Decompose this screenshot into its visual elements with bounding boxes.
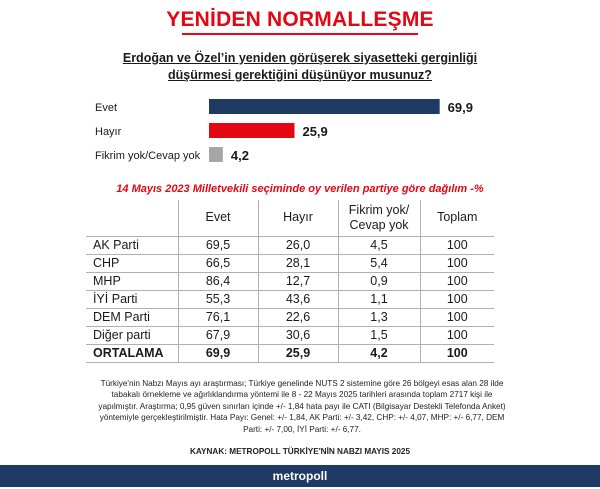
cell-evet: 67,9: [178, 326, 258, 344]
page-title: YENİDEN NORMALLEŞME: [166, 8, 434, 31]
row-party: MHP: [86, 272, 178, 290]
cell-evet: 66,5: [178, 254, 258, 272]
cell-fikrim-yok: 1,3: [338, 308, 420, 326]
cell-fikrim-yok: 0,9: [338, 272, 420, 290]
cell-toplam: 100: [420, 236, 494, 254]
table-row: [86, 272, 494, 290]
cell-hayir: 25,9: [258, 344, 338, 362]
cell-hayir: 28,1: [258, 254, 338, 272]
cell-evet: 69,5: [178, 236, 258, 254]
party-breakdown-table: [86, 200, 494, 363]
table-row-average: [86, 344, 494, 362]
methodology-note: Türkiye'nin Nabzı Mayıs ayı araştırması; Türkiye genelinde NUTS 2 sistemine göre 26 bölgeyi esas alan 28 ilde tabakalı örnekleme ve ağırlıklandırma yöntemi ile 8 - 22 Mayıs 2025 tarihleri arasında toplam 2717 kişi ile yapılmıştır. Araştırma; 0,95 güven sınırları içinde +/- 1,84 hata payı ile CATI (Bilgisayar Destekli Telefonda Anket) yöntemiyle gerçekleştirilmiştir. Hata Payı: Genel: +/- 1,84, AK Parti: +/- 3,42, CHP: +/- 4,07, MHP: +/- 6,77, DEM Parti: +/- 7,00, İYİ Parti: +/- 6,77.: [98, 379, 506, 434]
row-party: CHP: [86, 254, 178, 272]
table-header-row: [86, 200, 494, 236]
bar-chart: [0, 90, 600, 170]
bar-value-fikrim-yok: 4,2: [230, 148, 249, 163]
cell-evet: 55,3: [178, 290, 258, 308]
title-underline: [182, 33, 418, 35]
bar-value-hayir: 25,9: [302, 124, 328, 139]
survey-question: Erdoğan ve Özel’in yeniden görüşerek siyasetteki gerginliği düşürmesi gerektiğini düşünüyor musunuz?: [122, 51, 478, 82]
cell-hayir: 12,7: [258, 272, 338, 290]
cell-hayir: 22,6: [258, 308, 338, 326]
row-party: Diğer parti: [86, 326, 178, 344]
cell-hayir: 26,0: [258, 236, 338, 254]
row-party: DEM Parti: [86, 308, 178, 326]
row-party: İYİ Parti: [86, 290, 178, 308]
cell-evet: 69,9: [178, 344, 258, 362]
bar-label-evet: Evet: [95, 102, 118, 114]
row-party: ORTALAMA: [86, 344, 178, 362]
bar-label-fikrim-yok: Fikrim yok/Cevap yok: [95, 150, 201, 162]
table-subtitle: 14 Mayıs 2023 Milletvekili seçiminde oy verilen partiye göre dağılım -%: [116, 183, 484, 195]
cell-fikrim-yok: 4,5: [338, 236, 420, 254]
header-evet: Evet: [178, 200, 258, 236]
source-line: KAYNAK: METROPOLL TÜRKİYE'NİN NABZI MAYIS 2025: [189, 447, 410, 456]
brand-logo: metropoll: [272, 469, 328, 483]
table-row: [86, 290, 494, 308]
row-party: AK Parti: [86, 236, 178, 254]
table-row: [86, 254, 494, 272]
bar-hayir: [209, 123, 294, 138]
cell-fikrim-yok: 4,2: [338, 344, 420, 362]
cell-fikrim-yok: 1,5: [338, 326, 420, 344]
bar-label-hayir: Hayır: [95, 126, 122, 138]
cell-toplam: 100: [420, 326, 494, 344]
cell-fikrim-yok: 1,1: [338, 290, 420, 308]
cell-evet: 86,4: [178, 272, 258, 290]
cell-toplam: 100: [420, 254, 494, 272]
bar-evet: [209, 99, 440, 114]
header-hayir: Hayır: [258, 200, 338, 236]
cell-evet: 76,1: [178, 308, 258, 326]
table-row: [86, 236, 494, 254]
table-row: [86, 308, 494, 326]
cell-hayir: 30,6: [258, 326, 338, 344]
footer-bar: [0, 465, 600, 487]
cell-toplam: 100: [420, 272, 494, 290]
cell-hayir: 43,6: [258, 290, 338, 308]
header-fikrim-yok: Fikrim yok/ Cevap yok: [338, 200, 420, 236]
cell-fikrim-yok: 5,4: [338, 254, 420, 272]
bar-value-evet: 69,9: [447, 100, 473, 115]
header-toplam: Toplam: [437, 210, 478, 225]
table-row: [86, 326, 494, 344]
cell-toplam: 100: [420, 344, 494, 362]
cell-toplam: 100: [420, 308, 494, 326]
header-party: [86, 200, 178, 236]
cell-toplam: 100: [420, 290, 494, 308]
bar-fikrim-yok: [209, 147, 223, 162]
